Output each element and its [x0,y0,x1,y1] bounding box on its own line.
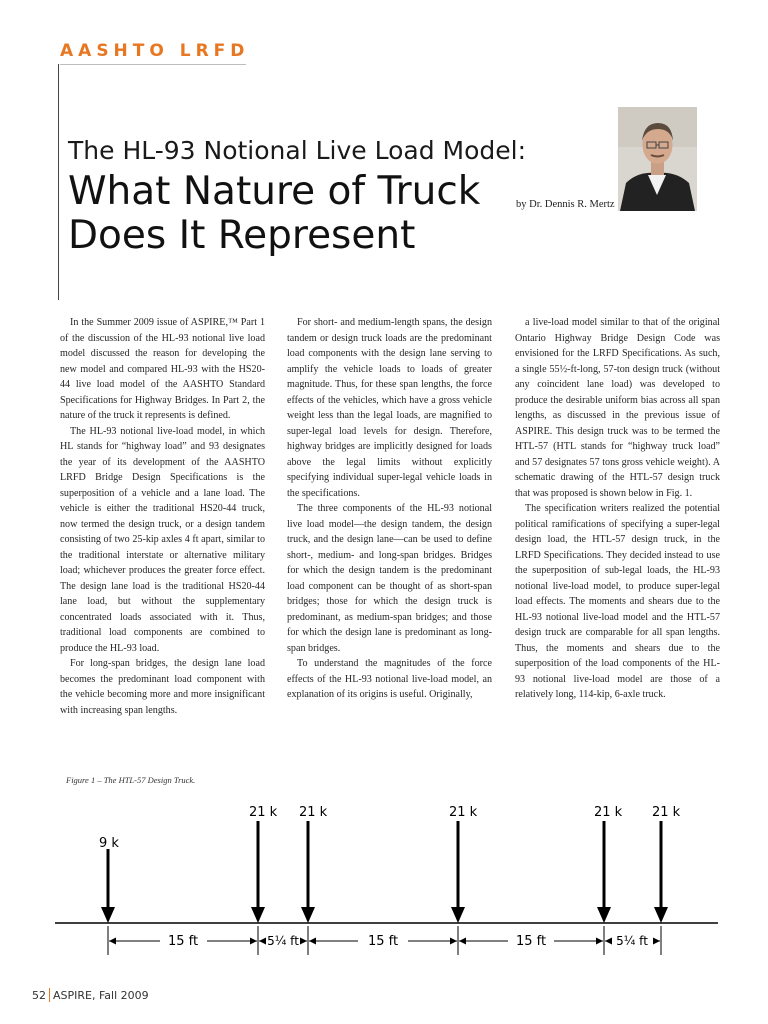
spacing-dimension-3 [309,934,457,949]
article-column-2 [287,315,492,703]
article-title: What Nature of Truck Does It Represent [68,169,481,258]
axle-load-label: 9 k [99,836,119,851]
paragraph: For long-span bridges, the design lane load becomes the predominant load component with the vehicle becoming more and more insignificant with increasing span lengths. [60,658,265,716]
axle-load-5 [594,805,623,923]
title-rule [58,64,59,300]
spacing-label: 5¼ ft [616,934,648,948]
page-footer [32,988,149,1002]
spacing-label: 15 ft [367,934,399,949]
figure-caption: Figure 1 – The HTL-57 Design Truck. [66,775,196,785]
spacing-label: 15 ft [515,934,547,949]
publication-name: ASPIRE, Fall 2009 [53,989,149,1002]
kicker-rule [60,64,246,65]
spacing-dimension-5 [605,934,660,948]
paragraph: The specification writers realized the potential political ramifications of specifying a super-legal design load, the HTL-57 design truck, in the LRFD Specifications. They decided instead to use the superposition of sub-legal loads, the HL-93 notional live-load model, to produce super-legal load effects. The moments and shears due to the HL-93 notional live-load model and the HTL-57 design truck are comparable for all span lengths. Thus, the moments and shears due to the superposition of the load components of the HL-93 notional live-load model are those of a relatively long, 114-kip, 6-axle truck. [515,503,720,700]
axle-load-4 [449,805,478,923]
paragraph: The three components of the HL-93 notional live load model—the design tandem, the design truck, and the design lane—can be used to define short-, medium- and long-span bridges. Bridges for which the design tandem is the predominant load component can be thought of as short-span bridges; those for which the design truck is predominant, as medium-span bridges; and those for which the design lane is predominant as long-span bridges. [287,503,492,654]
article-column-3 [515,315,720,703]
page-number: 52 [32,989,46,1002]
section-kicker: AASHTO LRFD [60,41,250,61]
paragraph: For short- and medium-length spans, the design tandem or design truck loads are the predominant load components with the design lane serving to amplify the vehicle loads to loads of greater magnitude. Thus, for these span lengths, the force effects of the vehicles, which have a gross vehicle weight less than the legal loads, are magnified to super-legal load levels for design. Therefore, highway bridges are implicitly designed for loads above the legal limits without explicitly specifying individual super-legal vehicle loads in the specifications. [287,317,492,499]
footer-divider [49,988,50,1002]
paragraph: In the Summer 2009 issue of ASPIRE,™ Part 1 of the discussion of the HL-93 notional live load model discussed the reason for developing the new model and compared HL-93 with the HS20-44 live load model of the AASHTO Standard Specifications for Highway Bridges. In Part 2, the nature of the truck it represents is defined. [60,317,265,421]
axle-load-label: 21 k [594,805,623,820]
article-subtitle: The HL-93 Notional Live Load Model: [68,136,527,165]
spacing-dimension-4 [459,934,603,949]
axle-load-label: 21 k [449,805,478,820]
spacing-label: 5¼ ft [267,934,299,948]
paragraph: To understand the magnitudes of the force effects of the HL-93 notional live-load model, an explanation of its origins is useful. Originally, [287,658,492,700]
axle-load-3 [299,805,328,923]
axle-load-label: 21 k [652,805,681,820]
article-column-1 [60,315,265,718]
axle-load-6 [652,805,681,923]
axle-load-label: 21 k [249,805,278,820]
spacing-dimension-1 [109,931,257,949]
paragraph: a live-load model similar to that of the original Ontario Highway Bridge Design Code was envisioned for the LRFD Specifications. As such, a single 55½-ft-long, 57-ton design truck (without any coincident lane load) was developed to produce the desirable uniform bias across all span lengths, as discussed in the previous issue of ASPIRE. This design truck was to be termed the HTL-57 (HTL stands for “highway truck load” and 57 designates 57 tons gross vehicle weight). A schematic drawing of the HTL-57 design truck that was proposed is shown below in Fig. 1. [515,317,720,499]
axle-load-1 [99,836,119,923]
axle-load-label: 21 k [299,805,328,820]
truck-diagram [0,795,768,980]
spacing-dimension-2 [259,934,307,948]
paragraph: The HL-93 notional live-load model, in which HL stands for “highway load” and 93 designates the year of its development of the AASHTO LRFD Bridge Design Specifications is the superposition of a vehicle and a lane load. The vehicle is either the traditional HS20-44 truck, now termed the design truck, or a design tandem consisting of two 25-kip axles 4 ft apart, similar to the traditional interstate or alternative military load; whichever produces the greater force effect. The design lane load is the traditional HS20-44 lane load, but without the supplementary concentrated loads associated with it. Thus, traditional load components are combined to produce the HL-93 load. [60,425,265,654]
axle-load-2 [249,805,278,923]
author-photo [618,107,697,211]
byline: by Dr. Dennis R. Mertz [516,199,615,210]
spacing-label: 15 ft [167,934,199,949]
